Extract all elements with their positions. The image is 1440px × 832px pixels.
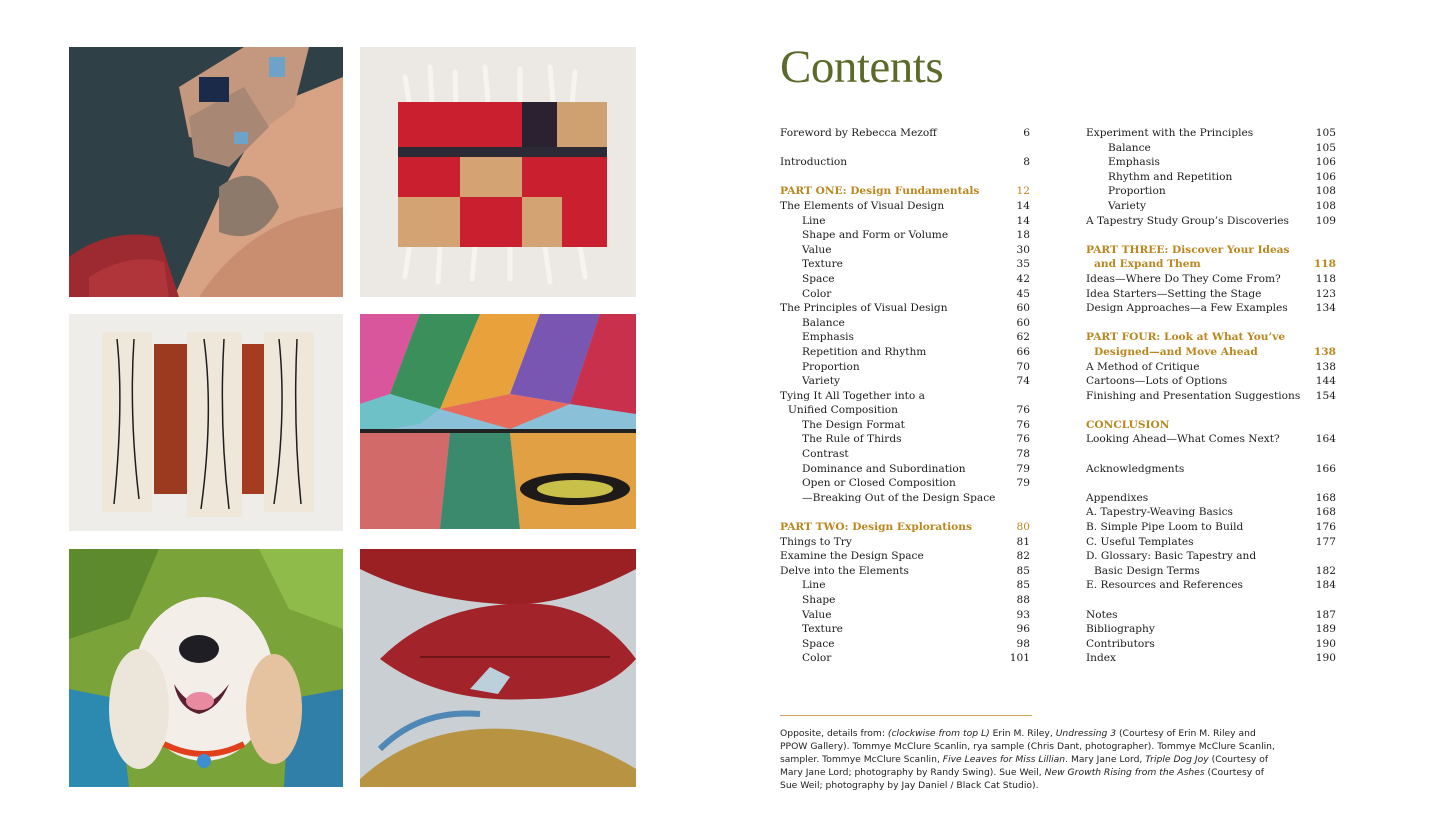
toc-page-number: 88 [1016,594,1030,606]
toc-page-number: 45 [1016,287,1030,300]
toc-entry[interactable] [1086,214,1336,229]
toc-page-number: 190 [1315,637,1336,650]
toc-page-number: 85 [1016,579,1030,592]
toc-page-number: 35 [1016,258,1030,271]
toc-entry-label: B. Simple Pipe Loom to Build [1086,521,1244,534]
photo-rya-sample [360,47,636,297]
toc-page-number: 81 [1016,535,1030,548]
photo-triple-dog-joy [69,549,343,787]
toc-page-number: 82 [1016,550,1030,563]
toc-page-number: 144 [1315,375,1336,388]
toc-entry-label: Color [802,287,832,300]
toc-entry-label: Color [802,652,832,665]
toc-entry-label: Tying It All Together into a [780,389,925,402]
toc-page-number: 98 [1016,637,1030,650]
toc-entry[interactable] [1086,491,1336,506]
toc-entry[interactable] [780,432,1030,447]
toc-entry-label: Contributors [1086,637,1155,650]
toc-entry-label: Open or Closed Composition [802,477,956,490]
toc-entry[interactable] [1086,389,1336,404]
toc-page-number: 166 [1315,462,1336,475]
toc-entry-label: Examine the Design Space [780,550,924,563]
photo-five-leaves [360,314,636,529]
toc-page-number: 154 [1315,389,1336,402]
toc-entry[interactable] [780,476,1030,491]
toc-entry-label: A. Tapestry-Weaving Basics [1086,506,1233,519]
toc-entry[interactable] [780,126,1030,141]
toc-entry[interactable] [780,360,1030,375]
toc-page-number: 138 [1315,360,1336,373]
toc-entry-label: Proportion [802,360,860,373]
photo-credits-caption: Opposite, details from: (clockwise from top L) Erin M. Riley, Undressing 3 (Courtesy of Erin M. Riley and PPOW Gallery). Tommye McClure Scanlin, rya sample (Chris Dant, photographer). Tommye McClure Scanlin, sampler. Tommye McClure Scanlin, Five Leaves for Miss Lillian. Mary Jane Lord, Triple Dog Joy (Courtesy of Mary Jane Lord; photography by Randy Swing). Sue Weil, New Growth Rising from the Ashes (Courtesy of Sue Weil; photography by Jay Daniel / Black Cat Studio). [780,728,1275,791]
toc-page-number: 14 [1016,199,1030,212]
toc-page-number: 134 [1315,302,1336,315]
toc-entry[interactable] [780,564,1030,579]
toc-entry-label: PART THREE: Discover Your Ideas [1086,243,1290,256]
toc-entry[interactable] [1086,462,1336,477]
toc-page-number: 30 [1016,243,1030,256]
toc-page-number: 6 [1023,127,1030,139]
toc-entry-label: PART ONE: Design Fundamentals [780,185,980,198]
toc-left-column [780,126,1030,666]
toc-page-number: 93 [1016,608,1030,621]
toc-entry-label: Cartoons—Lots of Options [1086,375,1228,388]
toc-entry-label: Emphasis [802,331,854,344]
toc-page-number: 42 [1016,272,1030,285]
toc-entry[interactable] [780,622,1030,637]
toc-page-number: 138 [1313,345,1336,358]
toc-entry[interactable] [1086,505,1336,520]
toc-spacer [780,505,1030,520]
toc-entry[interactable] [1086,287,1336,302]
toc-entry-label: Contrast [802,448,849,461]
toc-page-number: 14 [1016,214,1030,227]
toc-entry-label: Notes [1086,608,1118,621]
toc-page-number: 66 [1016,345,1030,358]
toc-entry[interactable] [780,403,1030,418]
toc-page-number: 108 [1315,199,1336,212]
toc-entry-label: The Principles of Visual Design [780,302,948,315]
toc-entry[interactable] [780,578,1030,593]
toc-part-heading[interactable] [780,520,1030,535]
toc-entry[interactable] [1086,520,1336,535]
toc-entry[interactable] [1086,141,1336,156]
toc-entry[interactable] [780,608,1030,623]
toc-entry-label: Looking Ahead—What Comes Next? [1086,433,1280,446]
toc-page-number: 168 [1315,491,1336,504]
toc-entry-label: Line [802,214,826,227]
photo-new-growth [360,549,636,787]
toc-entry-label: —Breaking Out of the Design Space [802,491,996,504]
toc-entry-label: E. Resources and References [1086,579,1243,592]
toc-page-number: 18 [1016,229,1030,242]
toc-page-number: 106 [1315,156,1336,169]
toc-entry[interactable] [780,374,1030,389]
photo-undressing-3 [69,47,343,297]
toc-page-number: 168 [1315,506,1336,519]
toc-page-number: 118 [1313,258,1336,271]
toc-part-heading[interactable] [780,184,1030,199]
toc-page-number: 177 [1315,535,1336,548]
toc-page-number: 118 [1315,272,1336,285]
toc-entry[interactable] [1086,535,1336,550]
toc-entry-label: A Tapestry Study Group’s Discoveries [1086,214,1289,227]
toc-spacer [1086,593,1336,608]
toc-page-number: 187 [1315,608,1336,621]
toc-page-number: 184 [1315,579,1336,592]
toc-entry-label: Space [802,272,835,285]
toc-entry[interactable] [780,316,1030,331]
toc-entry-label: PART TWO: Design Explorations [780,521,972,534]
toc-entry-label: Experiment with the Principles [1086,127,1254,139]
toc-entry-label: Basic Design Terms [1094,564,1200,577]
toc-entry[interactable] [780,214,1030,229]
toc-entry[interactable] [1086,272,1336,287]
toc-entry-label: Line [802,579,826,592]
toc-entry[interactable] [780,637,1030,652]
toc-entry-label: Balance [1108,141,1151,154]
toc-entry-label: and Expand Them [1094,258,1201,271]
toc-spacer [1086,476,1336,491]
toc-entry-label: Emphasis [1108,156,1160,169]
toc-page-number: 79 [1016,462,1030,475]
toc-part-heading[interactable] [1086,345,1336,360]
toc-entry-label: Texture [802,623,843,636]
toc-page-number: 76 [1016,404,1030,417]
toc-entry-label: Balance [802,316,845,329]
toc-page-number: 12 [1016,185,1030,198]
toc-page-number: 105 [1315,127,1336,139]
toc-entry-label: Repetition and Rhythm [802,345,927,358]
toc-entry-label: Designed—and Move Ahead [1094,345,1258,358]
toc-page-number: 62 [1016,331,1030,344]
toc-entry[interactable] [1086,184,1336,199]
toc-entry-label: C. Useful Templates [1086,535,1194,548]
toc-entry[interactable] [1086,199,1336,214]
toc-entry[interactable] [780,345,1030,360]
toc-entry[interactable] [1086,578,1336,593]
toc-part-heading[interactable] [1086,418,1336,433]
toc-page-number: 74 [1016,375,1030,388]
toc-entry[interactable] [780,330,1030,345]
page-title: Contents [780,41,944,93]
toc-entry[interactable] [1086,126,1336,141]
toc-spacer [780,141,1030,156]
toc-page-number: 70 [1016,360,1030,373]
toc-entry[interactable] [780,651,1030,666]
toc-entry[interactable] [780,199,1030,214]
toc-entry-label: Variety [802,375,840,388]
toc-entry-label: Ideas—Where Do They Come From? [1086,272,1281,285]
toc-entry-label: Space [802,637,835,650]
toc-entry-label: Delve into the Elements [780,564,909,577]
toc-entry[interactable] [780,155,1030,170]
toc-spacer [1086,447,1336,462]
toc-entry-label: Shape and Form or Volume [802,229,949,242]
toc-page-number: 123 [1315,287,1336,300]
toc-entry[interactable] [780,491,1030,506]
toc-entry-label: Appendixes [1086,491,1149,504]
toc-spacer [780,170,1030,185]
toc-entry[interactable] [780,389,1030,404]
toc-page-number: 85 [1016,564,1030,577]
toc-entry[interactable] [1086,564,1336,579]
toc-page-number: 76 [1016,433,1030,446]
toc-entry-label: Idea Starters—Setting the Stage [1086,287,1262,300]
toc-entry-label: The Rule of Thirds [802,433,902,446]
toc-entry-label: D. Glossary: Basic Tapestry and [1086,550,1257,563]
toc-spacer [1086,403,1336,418]
toc-page-number: 60 [1016,302,1030,315]
toc-page-number: 109 [1315,214,1336,227]
toc-entry-label: Finishing and Presentation Suggestions [1086,389,1301,402]
toc-entry-label: Bibliography [1086,623,1155,636]
toc-entry[interactable] [1086,549,1336,564]
toc-entry-label: PART FOUR: Look at What You’ve [1086,331,1286,344]
toc-part-heading[interactable] [1086,243,1336,258]
toc-entry[interactable] [1086,651,1336,666]
toc-part-heading[interactable] [1086,257,1336,272]
toc-entry-label: Unified Composition [788,404,898,417]
toc-page-number: 79 [1016,477,1030,490]
caption-rule [780,715,1032,716]
toc-entry-label: Dominance and Subordination [802,462,966,475]
toc-entry-label: Foreword by Rebecca Mezoff [780,127,937,139]
toc-entry-label: The Elements of Visual Design [780,199,945,212]
toc-entry[interactable] [780,287,1030,302]
toc-entry-label: CONCLUSION [1086,418,1170,431]
toc-entry-label: Introduction [780,156,848,169]
toc-page-number: 108 [1315,185,1336,198]
toc-entry[interactable] [1086,170,1336,185]
toc-page-number: 176 [1315,521,1336,534]
toc-page-number: 101 [1009,652,1030,665]
toc-entry[interactable] [780,549,1030,564]
toc-spacer [1086,228,1336,243]
toc-entry[interactable] [780,447,1030,462]
toc-entry[interactable] [1086,637,1336,652]
toc-page-number: 60 [1016,316,1030,329]
toc-entry[interactable] [780,462,1030,477]
toc-entry-label: Value [802,243,832,256]
toc-entry-label: Acknowledgments [1086,462,1185,475]
toc-entry[interactable] [1086,622,1336,637]
toc-entry-label: Value [802,608,832,621]
toc-page-number: 164 [1315,433,1336,446]
toc-entry[interactable] [1086,608,1336,623]
toc-entry[interactable] [780,418,1030,433]
toc-entry[interactable] [780,228,1030,243]
toc-page-number: 106 [1315,170,1336,183]
toc-page-number: 76 [1016,418,1030,431]
toc-entry[interactable] [780,535,1030,550]
toc-entry[interactable] [1086,374,1336,389]
toc-entry-label: Texture [802,258,843,271]
toc-entry-label: The Design Format [802,418,905,431]
toc-entry[interactable] [780,301,1030,316]
toc-page-number: 190 [1315,652,1336,665]
toc-entry[interactable] [1086,301,1336,316]
toc-entry-label: Index [1086,652,1117,665]
toc-entry[interactable] [1086,432,1336,447]
toc-page-number: 182 [1315,564,1336,577]
toc-entry[interactable] [1086,155,1336,170]
toc-entry[interactable] [780,243,1030,258]
toc-page-number: 105 [1315,141,1336,154]
toc-part-heading[interactable] [1086,330,1336,345]
toc-page-number: 80 [1016,521,1030,534]
toc-page-number: 78 [1016,448,1030,461]
toc-page-number: 189 [1315,623,1336,636]
toc-entry-label: Proportion [1108,185,1166,198]
toc-entry[interactable] [780,272,1030,287]
toc-entry-label: Shape [802,594,836,606]
toc-entry-label: Things to Try [780,535,852,548]
toc-entry-label: Design Approaches—a Few Examples [1086,302,1288,315]
photo-sampler [69,314,343,531]
toc-entry-label: Rhythm and Repetition [1108,170,1233,183]
toc-entry-label: A Method of Critique [1086,360,1200,373]
toc-right-column [1086,126,1336,666]
toc-page-number: 8 [1023,156,1030,169]
toc-entry[interactable] [780,257,1030,272]
toc-entry[interactable] [780,593,1030,608]
toc-entry[interactable] [1086,360,1336,375]
toc-entry-label: Variety [1108,199,1146,212]
toc-page-number: 96 [1016,623,1030,636]
toc-spacer [1086,316,1336,331]
